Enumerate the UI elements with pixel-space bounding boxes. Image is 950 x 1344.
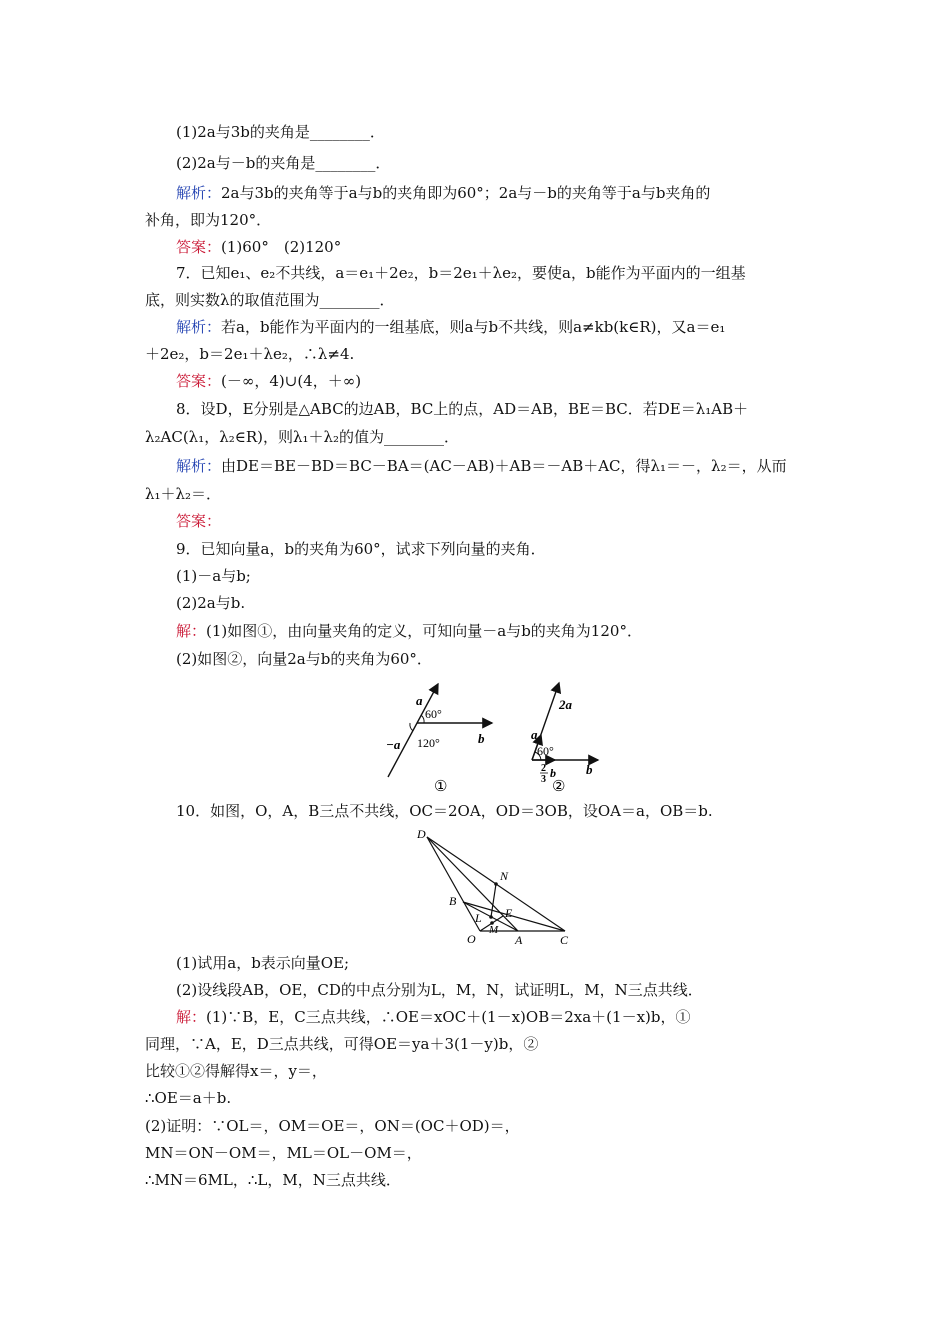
segment-LN [491, 884, 496, 917]
label-a: a [416, 693, 423, 708]
label-60: 60° [537, 744, 554, 758]
label-a: a [531, 727, 538, 742]
q7-answer-text: (－∞，4)∪(4，＋∞) [221, 372, 362, 390]
q10-solution-5: (2)证明：∵OL＝，OM＝OE＝，ON＝(OC＋OD)＝， [145, 1117, 520, 1135]
q6-part2: (2)2a与－b的夹角是________． [176, 154, 391, 172]
label-O: O [467, 932, 476, 946]
label-60: 60° [425, 707, 442, 721]
figure-3-svg [405, 825, 580, 947]
angle-arc-120 [410, 723, 413, 731]
q7-answer [176, 371, 836, 391]
q7-analysis-text: 若a，b能作为平面内的一组基底，则a与b不共线，则a≠kb(k∈R)，又a＝e₁ [221, 318, 726, 336]
point-N [494, 882, 498, 886]
analysis-label: 解析： [176, 457, 222, 475]
q10-part1: (1)试用a，b表示向量OE; [176, 954, 350, 972]
q10-solution-6: MN＝ON－OM＝，ML＝OL－OM＝， [145, 1144, 422, 1162]
q6-answer [176, 237, 836, 257]
q6-part1: (1)2a与3b的夹角是________． [176, 123, 385, 141]
answer-label: 答案： [176, 238, 222, 256]
q9-solution-2: (2)如图②，向量2a与b的夹角为60°． [176, 650, 432, 668]
q8-analysis-cont: λ₁＋λ₂＝． [145, 485, 222, 503]
caption-2: ② [552, 779, 566, 795]
label-frac-den: 3 [541, 774, 546, 785]
answer-label: 答案： [176, 372, 222, 390]
q9-solution [176, 621, 836, 641]
label-2a: 2a [559, 697, 572, 712]
figure-triangle [405, 825, 580, 947]
q8-answer [176, 511, 836, 531]
q8-analysis-text: 由DE＝BE－BD＝BC－BA＝(AC－AB)＋AB＝－AB＋AC，得λ₁＝－，λ₂＝，从而 [221, 457, 787, 475]
q9-solution-text: (1)如图①，由向量夹角的定义，可知向量－a与b的夹角为120°． [206, 622, 642, 640]
figure-1-svg [380, 677, 510, 795]
q8-question: 8．设D，E分别是△ABC的边AB，BC上的点，AD＝AB，BE＝BC．若DE＝λ₁AB＋ [176, 400, 749, 418]
q6-analysis-text: 2a与3b的夹角等于a与b的夹角即为60°；2a与－b的夹角等于a与b夹角的 [221, 184, 711, 202]
q8-question-cont: λ₂AC(λ₁，λ₂∈R)，则λ₁＋λ₂的值为________． [145, 428, 460, 446]
label-L: L [475, 911, 482, 925]
label-frac-b: b [550, 766, 556, 780]
q7-question-cont: 底，则实数λ的取值范围为________． [145, 291, 395, 309]
figure-2-svg [525, 677, 605, 795]
q7-analysis [176, 317, 836, 337]
q10-solution-4: ∴OE＝a＋b. [145, 1089, 232, 1107]
q10-question: 10．如图，O，A，B三点不共线，OC＝2OA，OD＝3OB，设OA＝a，OB＝b. [176, 802, 713, 820]
answer-label: 答案： [176, 512, 222, 530]
analysis-label: 解析： [176, 318, 222, 336]
figure-angle-120 [380, 677, 510, 795]
solution-label: 解： [176, 1008, 207, 1026]
q10-solution-2: 同理，∵A，E，D三点共线，可得OE＝ya＋3(1－y)b，② [145, 1035, 539, 1053]
q9-part2: (2)2a与b. [176, 594, 246, 612]
q7-analysis-cont: ＋2e₂，b＝2e₁＋λe₂，∴λ≠4. [145, 345, 355, 363]
q6-answer-text: (1)60° (2)120° [221, 238, 342, 256]
q8-analysis [176, 456, 836, 476]
q7-question: 7．已知e₁、e₂不共线，a＝e₁＋2e₂，b＝2e₁＋λe₂，要使a，b能作为平面内的一组基 [176, 264, 746, 282]
label-C: C [560, 933, 569, 947]
label-N: N [500, 869, 509, 883]
label-M: M [489, 924, 499, 936]
q10-part2: (2)设线段AB，OE，CD的中点分别为L，M，N，试证明L，M，N三点共线． [176, 981, 703, 999]
q6-analysis [176, 183, 836, 203]
caption-1: ① [434, 779, 448, 795]
point-L [489, 915, 493, 919]
label-120: 120° [417, 736, 440, 750]
q10-solution-3: 比较①②得解得x＝，y＝， [145, 1062, 327, 1080]
label-B: B [449, 894, 457, 908]
label-E: E [505, 906, 513, 920]
q10-solution [176, 1007, 836, 1027]
q10-solution-text: (1)∵B，E，C三点共线，∴OE＝xOC＋(1－x)OB＝2xa＋(1－x)b，① [206, 1008, 691, 1026]
q10-solution-7: ∴MN＝6ML，∴L，M，N三点共线． [145, 1171, 401, 1189]
analysis-label: 解析： [176, 184, 222, 202]
label-frac-num: 2 [541, 763, 546, 774]
label-b: b [478, 731, 485, 746]
label-A: A [515, 933, 523, 947]
q6-analysis-cont: 补角，即为120°． [145, 211, 272, 229]
q9-part1: (1)－a与b; [176, 567, 251, 585]
solution-label: 解： [176, 622, 207, 640]
figure-angle-60 [525, 677, 605, 795]
label-D: D [417, 827, 426, 841]
label-b: b [586, 762, 593, 777]
label-neg-a: −a [386, 737, 401, 752]
q9-question: 9．已知向量a，b的夹角为60°，试求下列向量的夹角． [176, 540, 546, 558]
